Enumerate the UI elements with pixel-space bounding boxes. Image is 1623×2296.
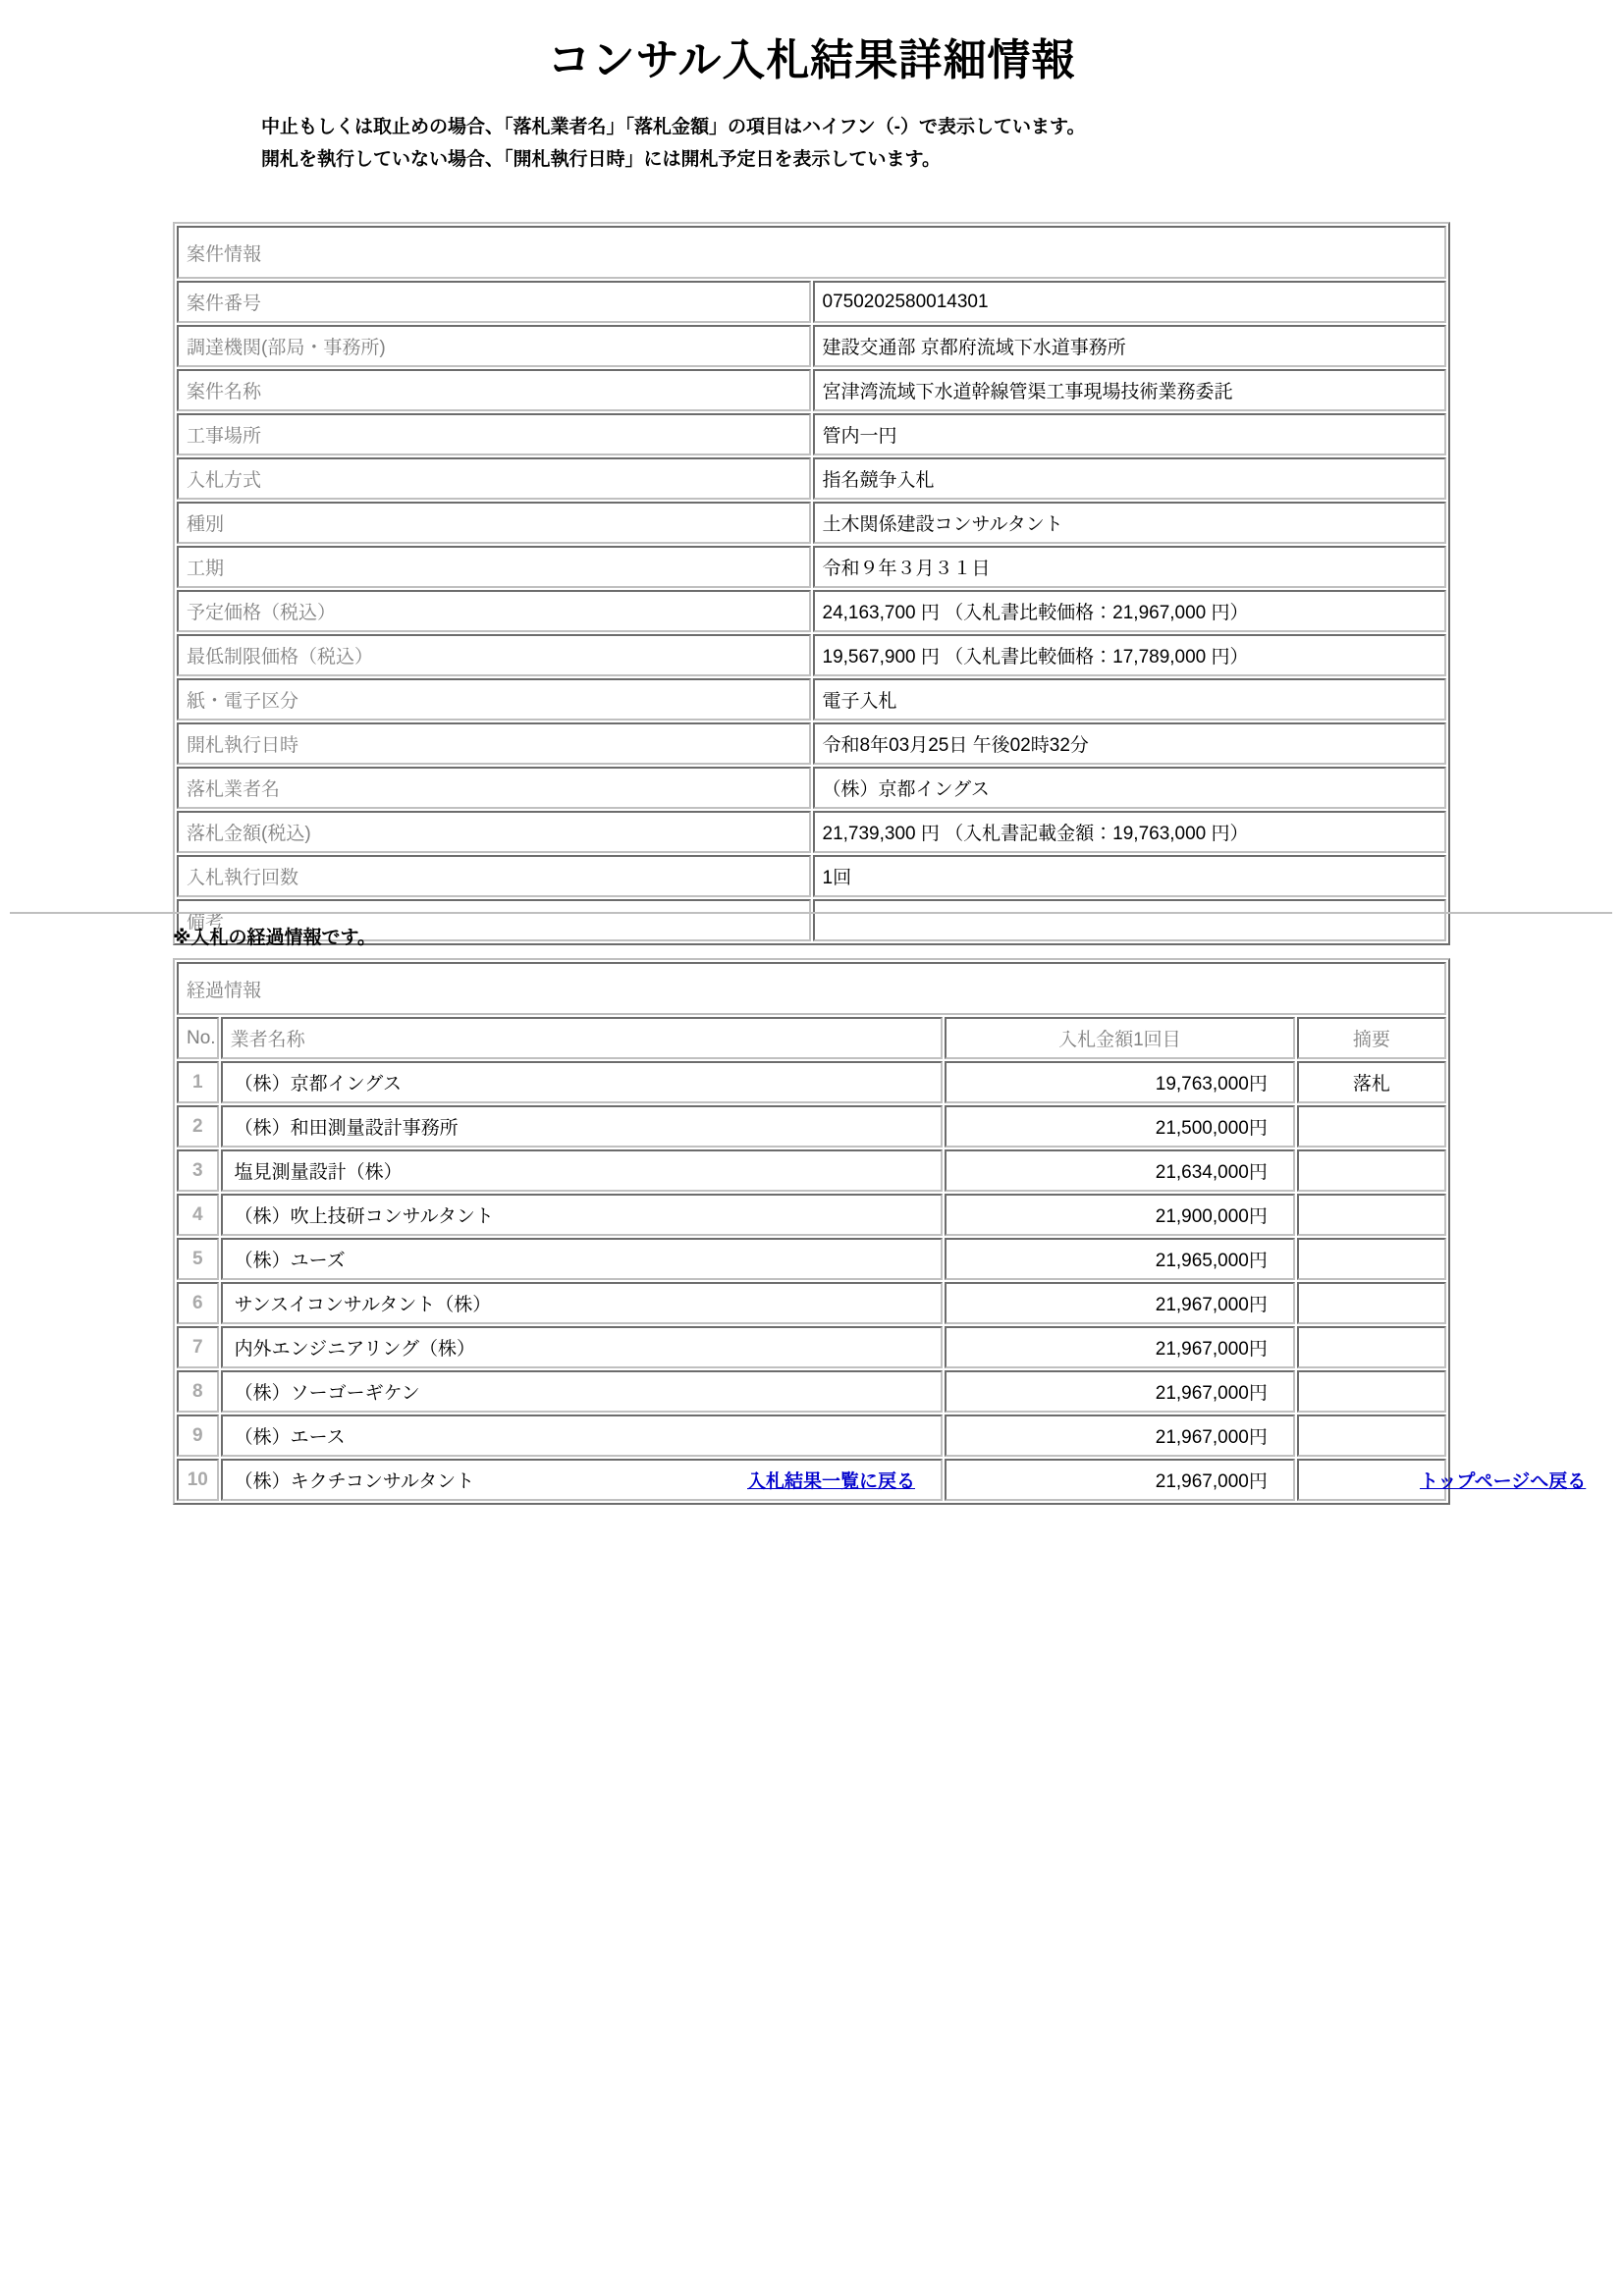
case-info-row (177, 413, 1446, 455)
table-row (177, 1326, 1446, 1368)
footer-links (173, 1467, 1587, 1496)
row-company: （株）吹上技研コンサルタント (221, 1194, 943, 1236)
case-info-value: 指名競争入札 (813, 457, 1447, 500)
row-company: 塩見測量設計（株） (221, 1149, 943, 1192)
row-amount: 21,967,000円 (945, 1282, 1295, 1324)
row-company: 内外エンジニアリング（株） (221, 1326, 943, 1368)
progress-col-no: No. (177, 1017, 219, 1059)
row-amount: 21,965,000円 (945, 1238, 1295, 1280)
case-info-label: 最低制限価格（税込） (177, 634, 811, 676)
row-remark (1297, 1105, 1446, 1148)
case-info-value: 令和8年03月25日 午後02時32分 (813, 722, 1447, 765)
progress-table (173, 958, 1450, 1505)
case-info-row (177, 502, 1446, 544)
case-info-value: （株）京都イングス (813, 767, 1447, 809)
page-title: コンサル入札結果詳細情報 (547, 36, 1076, 84)
progress-section (173, 958, 1450, 1505)
row-number: 4 (177, 1194, 219, 1236)
row-company: サンスイコンサルタント（株） (221, 1282, 943, 1324)
case-info-label: 予定価格（税込） (177, 590, 811, 632)
table-row (177, 1238, 1446, 1280)
row-number: 5 (177, 1238, 219, 1280)
back-to-top-link[interactable]: トップページへ戻る (1420, 1471, 1587, 1492)
row-number: 7 (177, 1326, 219, 1368)
progress-section-title-row (177, 962, 1446, 1015)
row-remark (1297, 1149, 1446, 1192)
case-info-value: 0750202580014301 (813, 281, 1447, 323)
case-info-row (177, 678, 1446, 721)
case-info-value: 1回 (813, 855, 1447, 897)
row-remark (1297, 1194, 1446, 1236)
row-company: （株）キクチコンサルタント (221, 1459, 943, 1501)
row-amount: 21,634,000円 (945, 1149, 1295, 1192)
case-info-row (177, 722, 1446, 765)
row-amount: 21,500,000円 (945, 1105, 1295, 1148)
case-info-label: 落札業者名 (177, 767, 811, 809)
row-amount: 21,967,000円 (945, 1459, 1295, 1501)
table-row (177, 1370, 1446, 1413)
case-info-row (177, 855, 1446, 897)
case-info-row (177, 811, 1446, 853)
case-info-label: 工事場所 (177, 413, 811, 455)
row-company: （株）ユーズ (221, 1238, 943, 1280)
case-info-label: 調達機関(部局・事務所) (177, 325, 811, 367)
row-remark (1297, 1415, 1446, 1457)
case-info-value: 宮津湾流域下水道幹線管渠工事現場技術業務委託 (813, 369, 1447, 411)
row-amount: 21,967,000円 (945, 1415, 1295, 1457)
case-info-label: 案件名称 (177, 369, 811, 411)
table-row (177, 1105, 1446, 1148)
case-info-row (177, 369, 1446, 411)
row-company: （株）ソーゴーギケン (221, 1370, 943, 1413)
row-number: 6 (177, 1282, 219, 1324)
case-info-row (177, 634, 1446, 676)
row-number: 9 (177, 1415, 219, 1457)
row-remark (1297, 1238, 1446, 1280)
progress-col-remark: 摘要 (1297, 1017, 1446, 1059)
row-number: 2 (177, 1105, 219, 1148)
row-company: （株）京都イングス (221, 1061, 943, 1103)
row-number: 1 (177, 1061, 219, 1103)
row-remark (1297, 1282, 1446, 1324)
progress-section-title: 経過情報 (177, 962, 1446, 1015)
case-info-value (813, 899, 1447, 941)
progress-header-row (177, 1017, 1446, 1059)
table-row (177, 1415, 1446, 1457)
row-amount: 19,763,000円 (945, 1061, 1295, 1103)
row-company: （株）和田測量設計事務所 (221, 1105, 943, 1148)
row-number: 10 (177, 1459, 219, 1501)
table-row (177, 1061, 1446, 1103)
progress-note: ※入札の経過情報です。 (173, 928, 376, 948)
row-amount: 21,967,000円 (945, 1370, 1295, 1413)
case-info-label: 紙・電子区分 (177, 678, 811, 721)
page-note-2: 開札を執行していない場合、「開札執行日時」には開札予定日を表示しています。 (261, 149, 941, 171)
case-info-row (177, 457, 1446, 500)
row-number: 8 (177, 1370, 219, 1413)
back-to-list-link[interactable]: 入札結果一覧に戻る (747, 1471, 916, 1492)
case-info-label: 入札方式 (177, 457, 811, 500)
case-info-value: 管内一円 (813, 413, 1447, 455)
page-note-1: 中止もしくは取止めの場合、「落札業者名」「落札金額」の項目はハイフン（-）で表示しています。 (261, 116, 1086, 137)
case-info-section-title: 案件情報 (177, 226, 1446, 279)
case-info-value: 21,739,300 円 （入札書記載金額：19,763,000 円） (813, 811, 1447, 853)
case-info-table (173, 222, 1450, 945)
progress-col-amount: 入札金額1回目 (945, 1017, 1295, 1059)
row-remark: 落札 (1297, 1061, 1446, 1103)
section-divider (10, 912, 1612, 914)
case-info-value: 19,567,900 円 （入札書比較価格：17,789,000 円） (813, 634, 1447, 676)
case-info-header-row (177, 226, 1446, 279)
case-info-label: 入札執行回数 (177, 855, 811, 897)
case-info-section (173, 222, 1450, 945)
case-info-row (177, 325, 1446, 367)
case-info-label: 工期 (177, 546, 811, 588)
table-row (177, 1194, 1446, 1236)
row-remark (1297, 1326, 1446, 1368)
case-info-row (177, 281, 1446, 323)
case-info-label: 種別 (177, 502, 811, 544)
row-remark (1297, 1370, 1446, 1413)
progress-col-name: 業者名称 (221, 1017, 943, 1059)
case-info-label: 落札金額(税込) (177, 811, 811, 853)
case-info-row (177, 767, 1446, 809)
row-amount: 21,967,000円 (945, 1326, 1295, 1368)
row-amount: 21,900,000円 (945, 1194, 1295, 1236)
page-notes (0, 111, 1623, 177)
case-info-value: 土木関係建設コンサルタント (813, 502, 1447, 544)
case-info-value: 24,163,700 円 （入札書比較価格：21,967,000 円） (813, 590, 1447, 632)
case-info-label: 開札執行日時 (177, 722, 811, 765)
case-info-value: 建設交通部 京都府流域下水道事務所 (813, 325, 1447, 367)
case-info-label: 案件番号 (177, 281, 811, 323)
case-info-row (177, 546, 1446, 588)
case-info-value: 電子入札 (813, 678, 1447, 721)
case-info-value: 令和９年３月３１日 (813, 546, 1447, 588)
row-number: 3 (177, 1149, 219, 1192)
case-info-label: 備考 (177, 899, 811, 941)
case-info-row (177, 590, 1446, 632)
table-row (177, 1282, 1446, 1324)
table-row (177, 1149, 1446, 1192)
row-company: （株）エース (221, 1415, 943, 1457)
